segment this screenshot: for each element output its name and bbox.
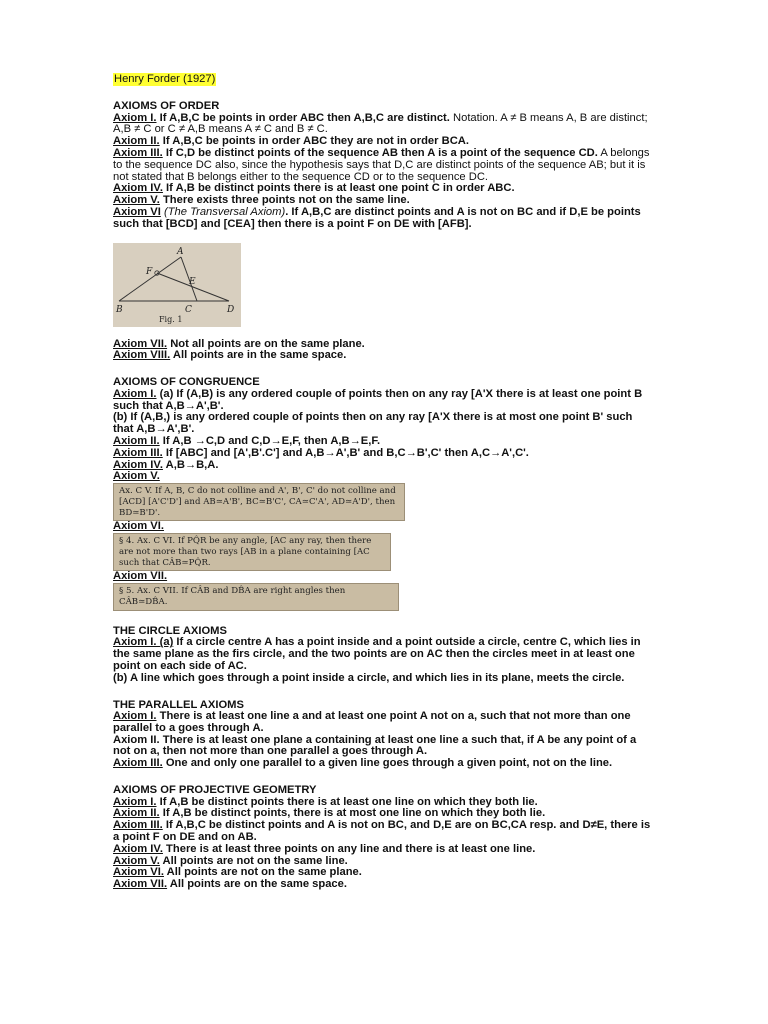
figure-label: F [146, 266, 153, 277]
congruence-axiom-4 [113, 460, 653, 472]
circle-axiom-1b [113, 673, 653, 685]
congruence-axiom-6 [113, 521, 653, 533]
axiom-text: If A,B,C be points in order ABC they are not in order BCA. [159, 135, 469, 148]
scanned-excerpt-axiom-5: Ax. C V. If A, B, C do not colline and A', B', C' do not colline and [ACD] [A'C'D'] and AB≃A'B', BC≃B'C', CA≃C'A', AD≃A'D', then BD≃B'D'. [113, 483, 405, 521]
axiom-text: If a circle centre A has a point inside and a point outside a circle, centre C, which lies in the same plane as the firs circle, and the two points are on AC then the circles meet in at least one point on each side of AC. [113, 636, 641, 672]
axiom-label: Axiom III. [113, 146, 163, 159]
axiom-label: Axiom VII. [113, 337, 168, 350]
axiom-text: If A,B be distinct points, there is at most one line on which they both lie. [159, 807, 546, 820]
document-title: Henry Forder (1927) [114, 73, 216, 85]
axiom-text: Not all points are on the same plane. [167, 337, 365, 350]
axiom-label: Axiom VII. [113, 569, 168, 582]
axiom-text: (a) If (A,B) is any ordered couple of points then on any ray [A'X there is at least one point B such that A,B→A',B'. [113, 387, 643, 412]
parallel-axiom-3 [113, 758, 653, 770]
axiom-text: There is at least three points on any line and there is at least one line. [162, 842, 536, 855]
congruence-axiom-1b [113, 412, 653, 436]
axiom-text: If A,B,C be distinct points and A is not on BC, and D,E are on BC,CA resp. and D≠E, there is a point F on DE and on AB. [113, 819, 651, 844]
parallel-axiom-1 [113, 711, 653, 735]
axiom-text: (b) A line which goes through a point inside a circle, and which lies in its plane, meets the circle. [113, 671, 625, 684]
axiom-text: Axiom II. There is at least one plane a containing at least one line a such that, if A be any point of a not on a, then not more than one parallel a goes through A. [113, 733, 637, 758]
axiom-note: A belongs to the sequence DC also, since the hypothesis says that D,C are distinct points of the sequence AB; but it is not stated that B belongs either to the sequence CD or to the sequence DC. [113, 146, 650, 183]
axiom-label: Axiom IV. [113, 182, 163, 195]
figure-caption: Fig. 1 [159, 314, 183, 324]
congruence-axiom-5 [113, 471, 653, 483]
axiom-label: Axiom III. [113, 446, 163, 459]
projective-heading: AXIOMS OF PROJECTIVE GEOMETRY [113, 784, 317, 797]
axiom-text: All points are not on the same line. [159, 854, 348, 867]
axiom-text: If C,D be distinct points of the sequence AB then A is a point of the sequence CD. [162, 146, 598, 159]
axiom-text: If A,B be distinct points there is at least one line on which they both lie. [156, 795, 538, 808]
order-axiom-8 [113, 350, 653, 362]
axiom-text: There exists three points not on the same line. [159, 194, 410, 207]
axiom-label: Axiom I. [113, 710, 157, 723]
projective-axiom-3 [113, 820, 653, 844]
axiom-text: If A,B,C be points in order ABC then A,B,C are distinct. [156, 111, 450, 124]
axiom-text: One and only one parallel to a given line goes through a given point, not on the line. [162, 757, 613, 770]
axiom-label: Axiom I. (a) [113, 636, 174, 649]
axiom-label: Axiom VI [113, 205, 161, 218]
axiom-note: Notation. A ≠ B means A, B are distinct; A,B ≠ C or C ≠ A,B means A ≠ C and B ≠ C. [113, 111, 648, 136]
document-page [113, 73, 653, 891]
order-heading: AXIOMS OF ORDER [113, 100, 220, 112]
axiom-label: Axiom VI. [113, 520, 164, 533]
congruence-heading: AXIOMS OF CONGRUENCE [113, 376, 260, 389]
axiom-text: . If A,B,C are distinct points and A is not on BC and if D,E be points such that [BCD] and [CEA] then there is a point F on DE with [AFB]. [113, 205, 641, 230]
circle-axiom-1 [113, 637, 653, 672]
axiom-label: Axiom IV. [113, 842, 163, 855]
axiom-label: Axiom VI. [113, 866, 164, 879]
axiom-text: All points are on the same space. [167, 878, 347, 891]
axiom-text: All points are in the same space. [170, 349, 347, 362]
order-axiom-1 [113, 113, 653, 137]
order-axiom-6 [113, 207, 653, 231]
circle-heading: THE CIRCLE AXIOMS [113, 624, 227, 637]
axiom-label: Axiom V. [113, 470, 160, 483]
figure-label: B [116, 304, 123, 315]
axiom-label: Axiom IV. [113, 458, 163, 471]
axiom-text: If [ABC] and [A',B'.C'] and A,B→A',B' and B,C→B',C' then A,C→A',C'. [162, 446, 529, 459]
axiom-text: If A,B →C,D and C,D→E,F, then A,B→E,F. [159, 434, 381, 447]
figure-label: D [227, 304, 235, 315]
congruence-axiom-7 [113, 571, 653, 583]
figure-1-image [113, 243, 241, 327]
figure-label: A [177, 246, 184, 257]
projective-axiom-7 [113, 879, 653, 891]
axiom-label: Axiom I. [113, 387, 157, 400]
parallel-axiom-2 [113, 735, 653, 759]
parallel-heading: THE PARALLEL AXIOMS [113, 698, 244, 711]
axiom-label: Axiom II. [113, 434, 160, 447]
axiom-label: Axiom III. [113, 757, 163, 770]
scanned-excerpt-axiom-7: § 5. Ax. C VII. If CÂB and DB̂A are right angles then CÂB≃DB̂A. [113, 583, 399, 611]
congruence-axiom-1 [113, 389, 653, 413]
axiom-label: Axiom III. [113, 819, 163, 832]
axiom-text: A,B→B,A. [162, 458, 219, 471]
axiom-label: Axiom I. [113, 795, 157, 808]
axiom-text: If A,B be distinct points there is at least one point C in order ABC. [162, 182, 515, 195]
axiom-label: Axiom II. [113, 807, 160, 820]
axiom-label: Axiom V. [113, 854, 160, 867]
axiom-label: Axiom V. [113, 194, 160, 207]
scanned-excerpt-axiom-6: § 4. Ax. C VI. If PQ̂R be any angle, [AC any ray, then there are not more than two rays [AB in a plane containing [AC such that CÂB≃PQ̂R. [113, 533, 391, 571]
figure-1-diagram [113, 243, 241, 327]
axiom-subtitle: (The Transversal Axiom) [160, 205, 286, 218]
axiom-label: Axiom I. [113, 111, 157, 124]
axiom-label: Axiom II. [113, 135, 160, 148]
axiom-label: Axiom VII. [113, 878, 168, 891]
figure-label: E [189, 276, 196, 287]
axiom-text: (b) If (A,B,) is any ordered couple of points then on any ray [A'X there is at most one point B' such that A,B→A',B'. [113, 411, 633, 436]
axiom-text: All points are not on the same plane. [163, 866, 362, 879]
order-axiom-3 [113, 148, 653, 183]
axiom-text: There is at least one line a and at least one point A not on a, such that not more than one parallel to a goes through A. [113, 710, 631, 734]
axiom-label: Axiom VIII. [113, 349, 171, 362]
figure-label: C [185, 304, 192, 315]
